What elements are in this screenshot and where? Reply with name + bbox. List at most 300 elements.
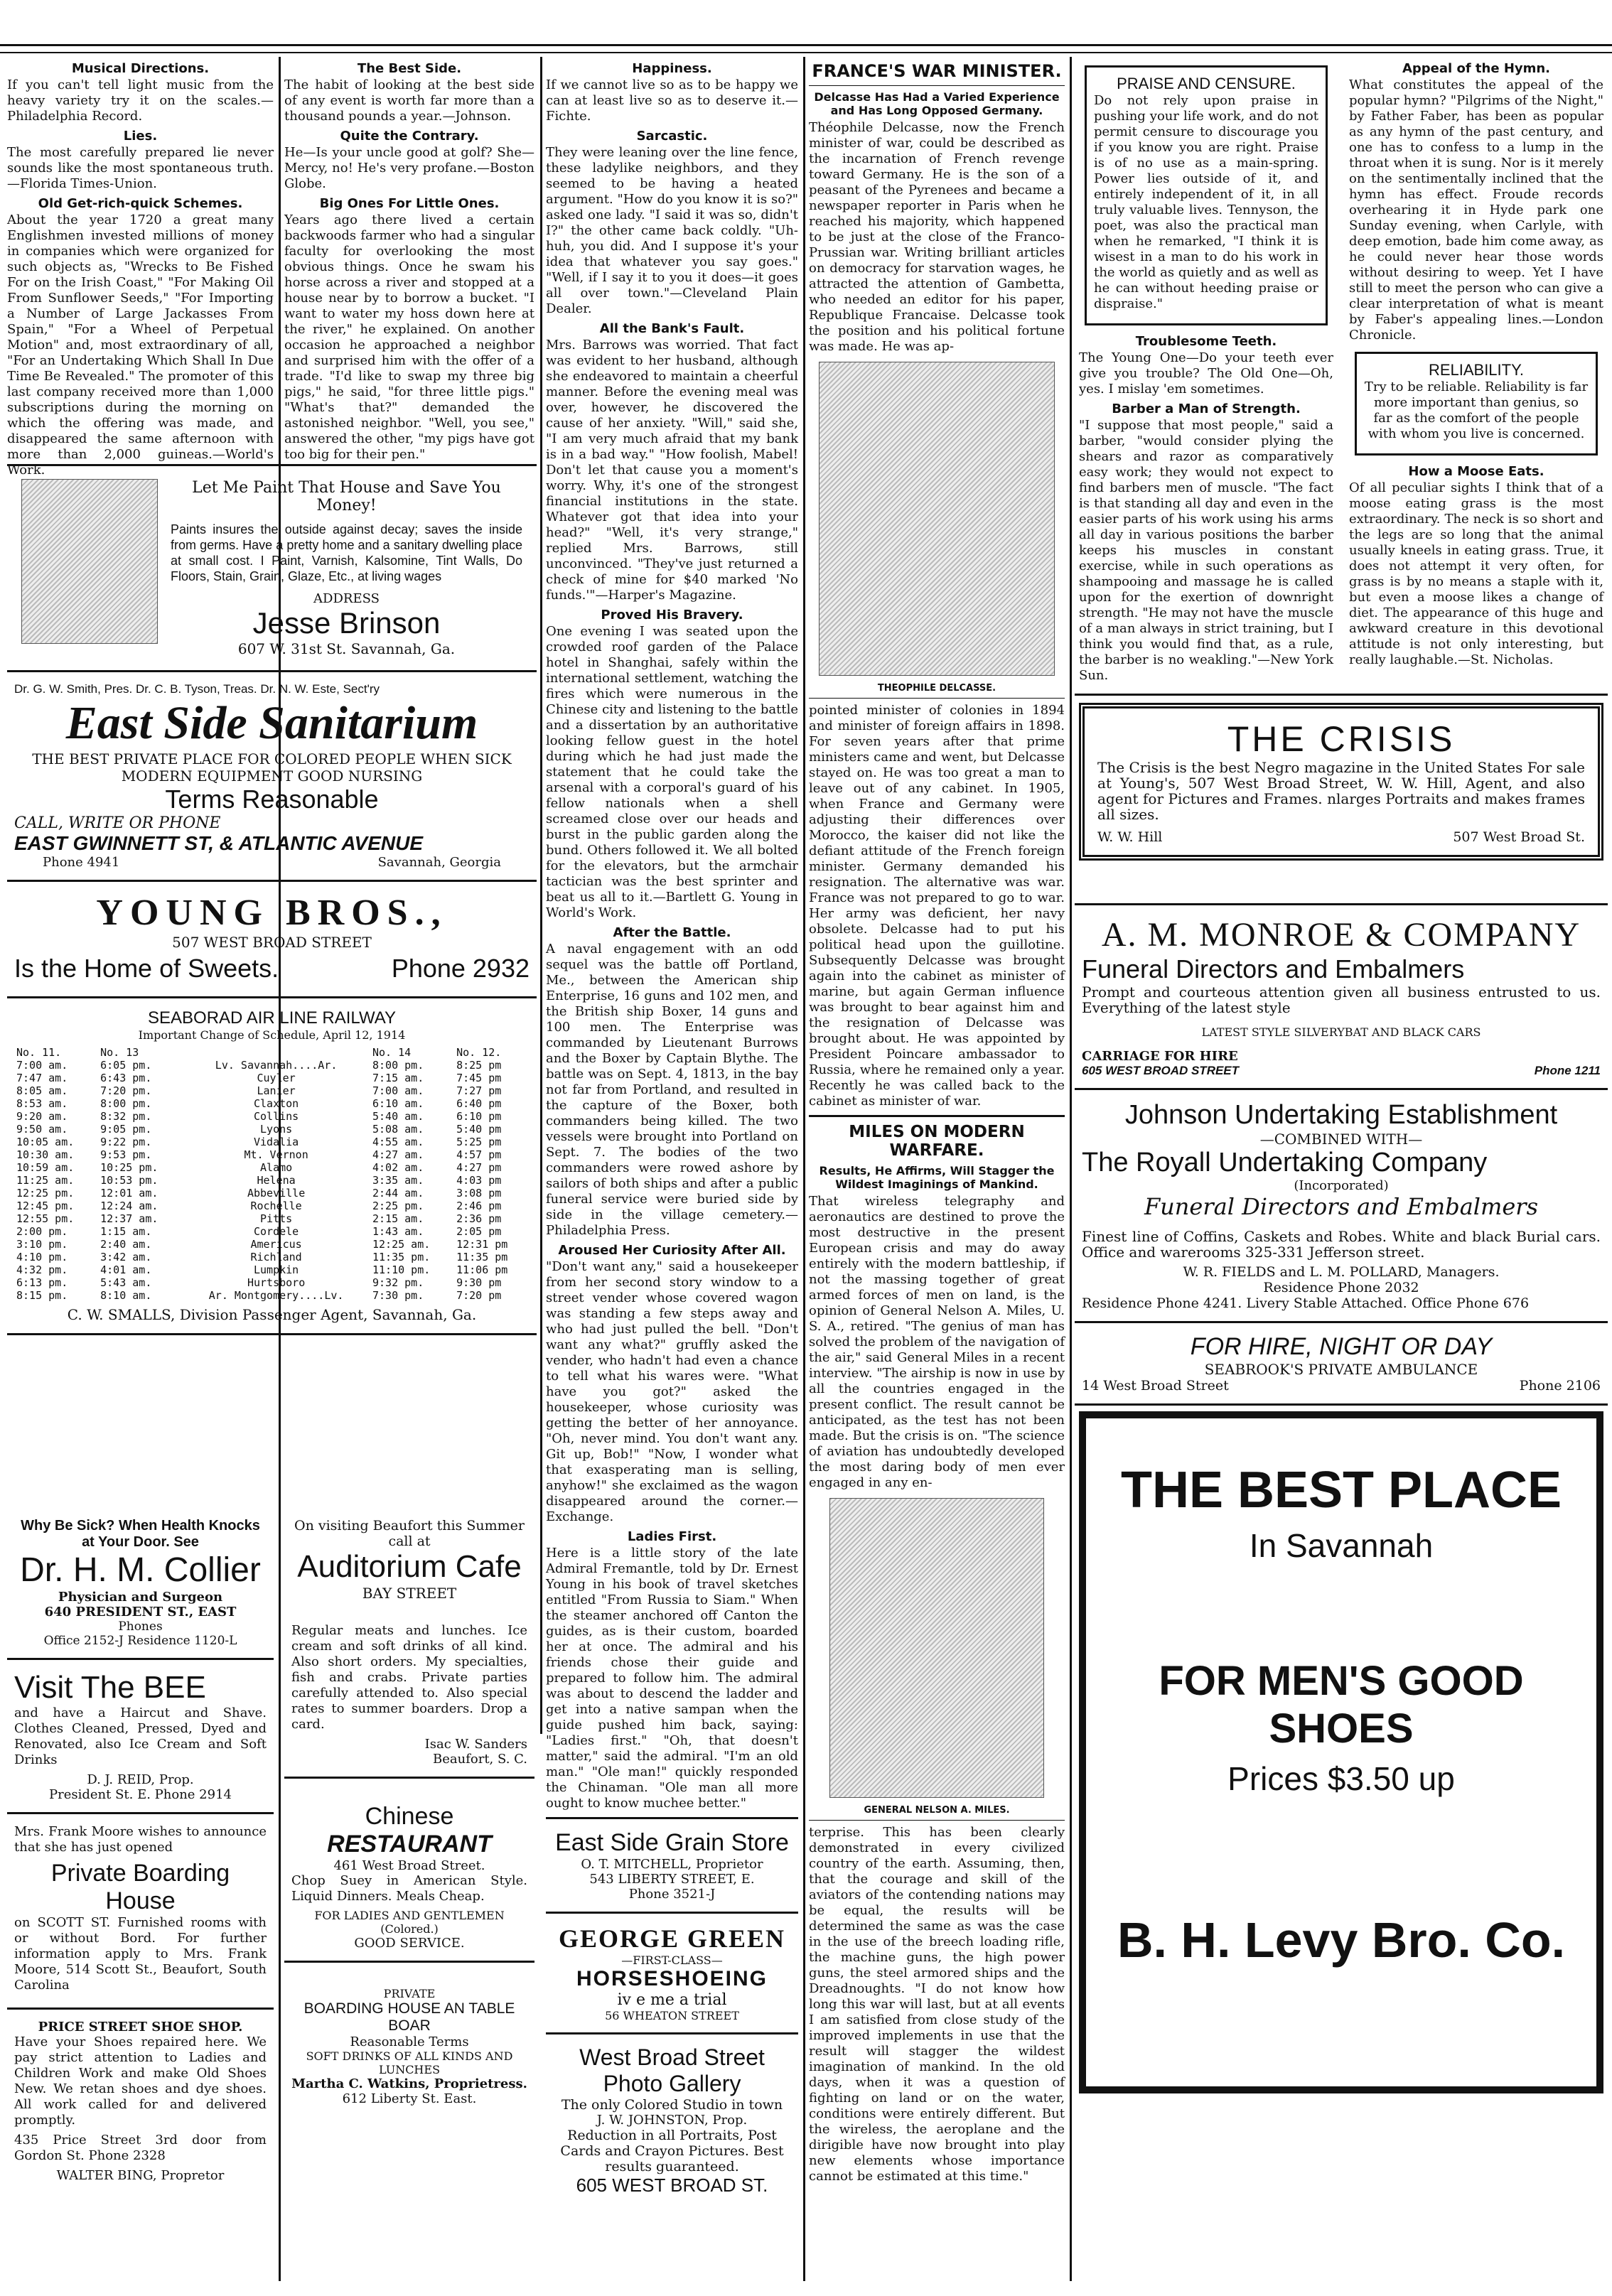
table-cell: Ar. Montgomery....Lv. [208,1289,344,1302]
ad-phone: Office 2152-J Residence 1120-L [43,1634,237,1648]
article-heading: Appeal of the Hymn. [1402,61,1551,76]
table-cell: Cordele [253,1225,299,1238]
table-cell: 2:05 pm [456,1225,502,1238]
ad-title: THE BEST PLACE [1120,1462,1562,1519]
table-header-cell: No. 12. [456,1046,502,1059]
ad-address: 605 WEST BROAD STREET [1082,1064,1240,1077]
table-cell: 8:00 pm. [372,1059,424,1072]
ad-phone: Phone 1211 [1534,1064,1601,1077]
table-cell: 8:53 am. [16,1097,68,1110]
table-cell: 5:40 pm [456,1123,502,1136]
ad-address: 607 W. 31st St. Savannah, Ga. [237,640,456,657]
ad-address: 461 West Broad Street. [333,1858,485,1873]
table-cell: Cuyler [257,1072,296,1084]
boarding-house-ad [7,1820,274,2002]
ad-city: Beaufort, S. C. [433,1752,527,1767]
table-cell: Alamo [260,1161,293,1174]
sanitarium-ad [7,678,537,874]
ad-owner: Martha C. Watkins, Proprietress. [291,2076,527,2091]
table-cell: 7:30 pm. [372,1289,424,1302]
table-cell: Pitts [260,1212,293,1225]
table-row [14,1238,530,1251]
ad-title: PRICE STREET SHOE SHOP. [38,2020,243,2034]
officers: Dr. G. W. Smith, Pres. Dr. C. B. Tyson, Treas. Dr. N. W. Este, Sect'ry [14,682,380,696]
table-row [14,1110,530,1123]
ad-text: Why Be Sick? When Health Knocks at Your Door. See [21,1518,260,1550]
table-row [14,1123,530,1136]
table-cell: 4:02 am. [372,1161,424,1174]
ad-terms: Terms Reasonable [165,785,379,814]
ad-address: President St. E. Phone 2914 [49,1787,232,1802]
ad-title: Johnson Undertaking Establishment [1124,1100,1558,1130]
table-cell: Vidalia [253,1136,299,1148]
ad-text: MODERN EQUIPMENT GOOD NURSING [121,767,423,785]
table-cell: 2:44 am. [372,1187,424,1200]
undertaking-ad [1075,1096,1608,1315]
ad-title: A. M. MONROE & COMPANY [1101,916,1581,954]
article-text: Of all peculiar sights I think that of a moose eating grass is the most extraordinary. The neck is so short and the legs are so long that the animal usually kneels in eating grass. True, it does not attempt it very often, for grass is by no means a staple with it, but even a moose likes a change of diet. The appearance of this huge and awkward creature in this devotional attitude is not only interesting, but really laughable.—St. Nicholas. [1349,480,1603,667]
ad-text: FOR LADIES AND GENTLEMEN [314,1909,505,1922]
table-cell: 7:45 pm [456,1072,502,1084]
ad-prop: WALTER BING, Propretor [56,2168,225,2183]
table-cell: Hurtsboro [247,1276,306,1289]
table-row [14,1097,530,1110]
ad-address: 507 West Broad St. [1453,829,1585,845]
table-cell: 9:50 am. [16,1123,68,1136]
ad-text: Prompt and courteous attention given all business entrusted to us. Everything of the latest style [1082,983,1601,1016]
article-text: Mrs. Barrows was worried. That fact was evident to her husband, although she endeavored to maintain a cheerful manner. Before the evening meal was over, however, he discovered the cause of her anxiety. "Will," said she, "I am very much afraid that my bank is in a bad way." "How foolish, Mabel! Don't let that cause you a moment's worry. Why, it's one of the strongest financial institutions in the state. Whatever got that idea into your head?" "Well, it's very strange," replied Mrs. Barrows, still unconvinced. "They've just returned a check of mine for $40 marked 'No funds.'"—Harper's Magazine. [546,338,798,603]
article-text: terprise. This has been clearly demonstrated in every civilized country of the earth. Assuming, then, that the courage and skill of the aviators of the contending nations may be equal, the results will be determined the same as was the case in the use of the breech loading rifle, the machine guns, the high power guns, the steel armored ships and the Dreadnoughts. "I do not know how long this war will last, but at all events I am satisfied from close study of the improved implements in use that the result will stagger the wildest imagination of mankind. In the old days, when it was a question of fighting on land or on the water, conditions were entirely different. But the wireless, the aeroplane and the dirigible have now brought into play new elements whose importance cannot be estimated at this time." [809,1825,1065,2184]
article-text: One evening I was seated upon the crowded roof garden of the Palace hotel in Shanghai, safely within the international settlement, watching the fires which were numerous in the Chinese city and listening to the battle and a dissertation by an authoritative looking fellow guest in the hotel during which he had just made the statement that he could take the arsenal with a corporal's guard of his fellow nationals when a shell screamed close over our heads and burst in the public garden along the bund. Others followed it. We all bolted for the elevators, but the armchair tactician was the best sprinter and beat us all to it.—Bartlett G. Young in World's Work. [546,624,798,920]
table-cell: 4:03 pm [456,1174,502,1187]
table-cell: 7:20 pm. [100,1084,152,1097]
article-text: The most carefully prepared lie never sounds like the most spontaneous truth.—Florida Times-Union. [7,145,274,191]
ad-text: Finest line of Coffins, Caskets and Robes. White and black Burial cars. Office and warerooms 325-331 Jefferson street. [1082,1228,1601,1261]
table-cell: 5:08 am. [372,1123,424,1136]
table-cell: Mt. Vernon [244,1148,308,1161]
ad-text: (Colored.) [380,1922,439,1936]
ad-slogan: Is the Home of Sweets. [14,954,279,983]
table-cell: 6:10 am. [372,1097,424,1110]
ad-title: HORSESHOEING [576,1967,768,1990]
table-cell: 5:40 am. [372,1110,424,1123]
ad-label: ADDRESS [313,591,380,606]
table-cell: 2:36 pm [456,1212,502,1225]
ad-subtitle: Funeral Directors and Embalmers [1144,1193,1539,1220]
table-cell: 7:20 pm [456,1289,502,1302]
article-text: The habit of looking at the best side of any event is worth far more than a thousand pounds a year.—Johnson. [284,77,534,124]
article-heading: Barber a Man of Strength. [1112,401,1301,416]
column-4 [809,57,1065,2288]
schedule-table [14,1046,530,1302]
bee-ad [7,1666,274,1806]
grain-store-ad [546,1825,798,1906]
horseshoeing-ad [546,1919,798,2027]
ad-title: FOR MEN'S GOOD SHOES [1159,1658,1524,1752]
table-row [14,1148,530,1161]
ad-agent: W. W. Hill [1097,829,1163,845]
ad-text: The only Colored Studio in town [561,2097,783,2113]
ad-phone: Residence Phone 4241. Livery Stable Attached. Office Phone 676 [1082,1295,1530,1311]
levy-shoe-ad [1079,1411,1603,2093]
table-cell: 4:27 am. [372,1148,424,1161]
table-cell: 7:00 am. [16,1059,68,1072]
table-cell: 4:10 pm. [16,1251,68,1263]
table-cell: 12:25 am. [372,1238,431,1251]
table-cell: 3:10 pm. [16,1238,68,1251]
ad-address: 612 Liberty St. East. [342,2091,477,2106]
table-cell: 7:15 am. [372,1072,424,1084]
chinese-restaurant-ad [284,1784,534,1955]
ad-name: Dr. H. M. Collier [20,1551,261,1589]
table-cell: 11:35 pm [456,1251,508,1263]
article-heading: Old Get-rich-quick Schemes. [38,196,243,211]
column-2-bottom [284,1514,534,2288]
ad-text: on SCOTT ST. Furnished rooms with or without Bord. For further information apply to Mrs. Frank Moore, 514 Scott St., Beaufort, South Carolina [14,1915,267,1993]
table-cell: Lumpkin [253,1263,299,1276]
table-row [14,1187,530,1200]
table-cell: 8:05 am. [16,1084,68,1097]
ad-text: —FIRST-CLASS— [621,1953,723,1967]
portrait-image [21,479,158,644]
table-cell: Rochelle [250,1200,302,1212]
article-text: Théophile Delcasse, now the French minister of war, could be described as the incarnation of French revenge toward Germany. He is the son of a peasant of the Pyrenees and became a newspaper reporter in Paris when he reached his majority, which happened to be just at the close of the Franco-Prussian war. Writing brilliant articles on democracy for starvation wages, he attracted the attention of Gambetta, who needed an editor for his paper, Republique Francaise. Delcasse took the position and his political fortune was made. He was ap- [809,120,1065,354]
painter-ad [7,472,537,664]
column-rule [540,57,542,1734]
column-5 [1075,57,1608,2288]
ad-title: GEORGE GREEN [558,1924,786,1953]
table-cell: 11:25 am. [16,1174,75,1187]
table-cell: 9:05 pm. [100,1123,152,1136]
ad-text: Paints insures the outside against decay; saves the inside from germs. Have a pretty home and a sanitary dwelling place at small cost. I Paint, Varnish, Kalsomine, Tint Walls, Do Floors, Stain, Grain, Glaze, Etc., at living wages [171,522,522,583]
top-border [0,44,1612,53]
column-3 [546,57,798,2288]
article-text: If we cannot live so as to be happy we can at least live so as to deserve it.—Fichte. [546,77,798,124]
article-text: Do not rely upon praise in pushing your life work, and do not permit censure to discourage you if you know you are right. Praise is of no use as a main-spring. Power lies outside of it, and entirely independent of it, in all truly valuable lives. Tennyson, the poet, was also the practical man when he remarked, "I think it is wisest in a man to do his work in the world as quietly and as well as he can without heeding praise or dispraise." [1094,93,1318,311]
ambulance-ad [1075,1329,1608,1398]
ad-text: Reasonable Terms [350,2034,469,2049]
table-cell: 11:35 pm. [372,1251,431,1263]
ad-text: SEABROOK'S PRIVATE AMBULANCE [1204,1361,1478,1378]
column-1-bottom [7,1514,274,2288]
article-subhead: Delcasse Has Had a Varied Experience and Has Long Opposed Germany. [814,90,1060,117]
ad-title: BOARDING HOUSE AN TABLE BOAR [303,2000,515,2034]
portrait-image [819,362,1055,676]
ad-text: Regular meats and lunches. Ice cream and soft drinks of all kind. Also short orders. My specialties, fish and crabs. Private parties carefully attended to. Also special rates to summer boarders. Drop a card. [291,1623,527,1732]
ad-managers: W. R. FIELDS and L. M. POLLARD, Managers. [1183,1264,1500,1280]
schedule-agent: C. W. SMALLS, Division Passenger Agent, Savannah, Ga. [67,1306,477,1323]
column-1-top [7,57,274,478]
young-bros-ad [7,888,537,991]
ad-phone: Residence Phone 2032 [1263,1280,1419,1295]
column-rule [803,57,805,2281]
ad-text: On visiting Beaufort this Summer call at [294,1518,525,1549]
wide-ads [7,458,537,1524]
table-header-cell: No. 11. [16,1046,62,1059]
table-cell: 9:53 pm. [100,1148,152,1161]
monroe-ad [1075,911,1608,1082]
table-cell: 8:32 pm. [100,1110,152,1123]
ad-title: FOR HIRE, NIGHT OR DAY [1190,1333,1493,1360]
table-cell: 12:01 am. [100,1187,158,1200]
table-row [14,1276,530,1289]
schedule-subtitle: Important Change of Schedule, April 12, 1914 [138,1028,406,1042]
table-cell: 1:15 am. [100,1225,152,1238]
article-text: The Young One—Do your teeth ever give you trouble? The Old One—Oh, yes. I mislay 'em sometimes. [1079,350,1333,397]
table-cell: Lyons [260,1123,293,1136]
article-heading: Happiness. [632,61,712,76]
article-text: "I suppose that most people," said a barber, "would consider plying the shears and razor as comparatively easy work; they would not expect to find barbers men of muscle. "The fact is that standing all day and even in the easier parts of his work using his arms all day in various positions the barber keeps his muscles in constant exercise, while in such operations as shampooing and massage he is called upon for the exertion of downright strength. "He may not have the muscle of a man always in strict training, but I think you would find that, as a rule, the barber is no weakling."—New York Sun. [1079,418,1333,683]
table-cell: 12:31 pm [456,1238,508,1251]
ad-title: East Side Grain Store [555,1829,789,1856]
article-heading: After the Battle. [613,925,731,940]
ad-text: CALL, WRITE OR PHONE [14,814,221,832]
ad-address: 605 WEST BROAD ST. [576,2174,768,2196]
table-cell: 4:01 am. [100,1263,152,1276]
table-cell: 8:00 pm. [100,1097,152,1110]
table-cell: Collins [253,1110,299,1123]
table-cell: 4:27 pm [456,1161,502,1174]
table-row [14,1200,530,1212]
article-heading: Lies. [123,129,158,144]
table-cell: 10:25 pm. [100,1161,158,1174]
ad-title: YOUNG BROS., [96,893,448,933]
photo-caption: GENERAL NELSON A. MILES. [864,1805,1010,1816]
ad-title: RESTAURANT [327,1831,492,1858]
table-row [14,1161,530,1174]
ad-title: The Royall Undertaking Company [1082,1148,1488,1177]
table-cell: Helena [257,1174,296,1187]
table-header [14,1046,530,1059]
ad-address: 14 West Broad Street [1082,1378,1229,1394]
ad-text: and have a Haircut and Shave. Clothes Cleaned, Pressed, Dyed and Renovated, also Ice Cream and Soft Drinks [14,1705,267,1767]
table-cell: Lv. Savannah....Ar. [215,1059,338,1072]
photo-gallery-ad [546,2040,798,2201]
ad-owner: Isac W. Sanders [424,1737,527,1752]
ad-text: The Crisis is the best Negro magazine in the United States For sale at Young's, 507 West Broad Street, W. W. Hill, Agent, and also agent for Pictures and Frames. nlarges Portraits and makes frames all sizes. [1097,759,1585,823]
ad-title: Auditorium Cafe [297,1549,522,1584]
private-boarding-ad [284,1968,534,2111]
article-heading: Aroused Her Curiosity After All. [558,1243,786,1258]
article-heading: How a Moose Eats. [1408,464,1544,479]
article-heading: Sarcastic. [636,129,708,144]
ad-text: LATEST STYLE SILVERYBAT AND BLACK CARS [1201,1025,1481,1039]
article-heading: Troublesome Teeth. [1135,334,1277,349]
article-text: Try to be reliable. Reliability is far more important than genius, so far as the comfort of the people with whom you live is concerned. [1364,379,1589,441]
ad-text: Mrs. Frank Moore wishes to announce that she has just opened [14,1824,267,1855]
table-cell: 7:00 am. [372,1084,424,1097]
ad-price: Prices $3.50 up [1227,1760,1455,1797]
ad-phone: Phone 3521-J [628,1887,716,1902]
article-text: About the year 1720 a great many Englishmen invested millions of money in companies which were organized for such objects as, "Wrecks to Be Fished For on the Irish Coast," "For Making Oil From Sunflower Seeds," "For Importing a Number of Large Jackasses From Spain," "For a Wheel of Perpetual Motion" and, most extraordinary of all, "For an Undertaking Which Shall In Due Time Be Revealed." The promoter of this last company received more than 1,000 subscriptions during the morning on which the offering was made, and disappeared the same afternoon with more than 2,000 guineas.—World's Work. [7,212,274,478]
ad-title: West Broad Street Photo Gallery [579,2044,765,2096]
ad-text: THE BEST PRIVATE PLACE FOR COLORED PEOPLE WHEN SICK [32,750,512,767]
table-cell: 6:13 pm. [16,1276,68,1289]
cafe-ad [284,1514,534,1771]
ad-text: (Incorporated) [1294,1178,1389,1193]
ad-city: Savannah, Georgia [377,855,501,870]
table-cell: 8:25 pm [456,1059,502,1072]
ad-title: Private Boarding House [50,1860,230,1914]
ad-text: —COMBINED WITH— [1259,1131,1423,1148]
table-cell: 6:10 pm [456,1110,502,1123]
table-row [14,1225,530,1238]
table-cell: 3:35 am. [372,1174,424,1187]
article-text: If you can't tell light music from the heavy variety try it on the scales.—Philadelphia Record. [7,77,274,124]
ad-text: CARRIAGE FOR HIRE [1082,1049,1238,1064]
table-cell: 4:55 am. [372,1136,424,1148]
table-row [14,1059,530,1072]
table-cell: Abbeville [247,1187,306,1200]
photo-caption: THEOPHILE DELCASSE. [877,683,996,694]
ad-address: BAY STREET [362,1585,457,1602]
table-cell: 8:15 pm. [16,1289,68,1302]
ad-title: Chinese [365,1803,454,1830]
table-cell: 2:40 am. [100,1238,152,1251]
collier-ad [7,1514,274,1652]
table-cell: 2:00 pm. [16,1225,68,1238]
ad-text: Chop Suey in American Style. Liquid Dinners. Meals Cheap. [291,1873,527,1904]
shoe-shop-ad [7,2015,274,2187]
column-rule [1070,57,1072,2281]
railway-schedule [7,1004,537,1327]
ad-name: Jesse Brinson [252,606,441,640]
article-text: That wireless telegraphy and aeronautics are destined to prove the most destructive in the present European crisis and may do away entirely with the modern battleship, if not the massing together of great armed forces of men on land, is the opinion of General Nelson A. Miles, U. S. A., retired. "The genius of man has solved the problem of the navigation of the air," said General Miles in a recent interview. "The airship is now in use by all the countries engaged in the present conflict. The result cannot be anticipated, as the test has not been made. But the crisis is on. "The science of aviation has undoubtedly developed the most daring body of men ever engaged in any en- [809,1194,1065,1490]
table-row [14,1251,530,1263]
table-cell: 12:45 pm. [16,1200,75,1212]
ad-name: B. H. Levy Bro. Co. [1117,1912,1566,1968]
table-row [14,1174,530,1187]
table-cell: 4:57 pm [456,1148,502,1161]
article-headline: MILES ON MODERN WARFARE. [849,1123,1025,1160]
article-text: They were leaning over the line fence, these ladylike neighbors, and they seemed to be having a heated argument. "How do you know it is so?" asked one lady. "I said it was so, didn't I?" the other came back coldly. "Uh-huh, you did. And I suppose it's your idea that whatever you say goes." "Well, if I say it to you it does—it goes all over town."—Cleveland Plain Dealer. [546,145,798,316]
table-header-cell [182,1046,370,1059]
table-row [14,1084,530,1097]
table-cell: 10:53 pm. [100,1174,158,1187]
article-text: Here is a little story of the late Admiral Fremantle, told by Dr. Ernest Young in his book of travel sketches entitled "From Russia to Siam." When the steamer anchored off Canton the guides, as is their custom, boarded her at once. The admiral and his friends chose their guide and prepared to follow him. The admiral was about to descend the ladder and get into a native sampan when the guide pushed him back, saying: "Ladies first." "Oh, that doesn't matter," said the admiral. "I'm an old man." "Ole man!" quickly responded the Chinaman. "Ole man all more ought to know muchee better." [546,1546,798,1811]
ad-prop: O. T. MITCHELL, Proprietor [581,1857,763,1872]
table-cell: 10:59 am. [16,1161,75,1174]
table-row [14,1136,530,1148]
table-cell: 12:55 pm. [16,1212,75,1225]
table-cell: 2:15 am. [372,1212,424,1225]
table-cell: 5:25 pm [456,1136,502,1148]
table-cell: 11:10 pm. [372,1263,431,1276]
ad-phone: Phone 4941 [43,855,120,870]
article-heading: Musical Directions. [71,61,210,76]
ad-address: 543 LIBERTY STREET, E. [589,1872,755,1887]
ad-text: SOFT DRINKS OF ALL KINDS AND LUNCHES [306,2049,513,2076]
ad-title: THE CRISIS [1227,719,1456,759]
article-text: Years ago there lived a certain backwoods farmer who had a singular faculty for overlooking the most obvious things. Once he swam his horse across a river and stopped at a house near by to borrow a bucket. "I want to water my hoss down here at the river," he explained. On another occasion he approached a neighbor and surprised him with the offer of a trade. "I'd like to swap my three big pigs," he said, "for three little pigs." "What's that?" demanded the astonished neighbor. "Well, you see," answered the other, "my pigs have got too big for their pen." [284,212,534,462]
praise-box [1085,65,1328,325]
ad-address: 507 WEST BROAD STREET [172,934,372,951]
article-heading: Ladies First. [627,1529,717,1544]
schedule-title: SEABORAD AIR LINE RAILWAY [148,1008,396,1028]
article-heading: PRAISE AND CENSURE. [1117,75,1296,92]
ad-text: Phones [118,1619,163,1634]
table-cell: 10:05 am. [16,1136,75,1148]
article-text: A naval engagement with an odd sequel was the battle off Portland, Me., between the American ship Enterprise, 16 guns and 102 men, and the British ship Boxer, 14 guns and 100 men. The Enterprise was commanded by Lieutenant Burrows and the Boxer by Captain Blythe. The battle was on Sept. 4, 1813, in the bay not far from Portland, and resulted in the capture of the Boxer, both commanders being killed. The two vessels were brought into Portland on Sept. 7. The bodies of the two commanders were rowed ashore by sailors of both ships and after a public funeral service were buried side by side in the village cemetery.—Philadelphia Press. [546,942,798,1238]
table-cell: 9:22 pm. [100,1136,152,1148]
table-cell: Claxton [253,1097,299,1110]
table-cell: 12:25 pm. [16,1187,75,1200]
ad-text: Reduction in all Portraits, Post Cards and Crayon Pictures. Best results guaranteed. [560,2128,784,2174]
article-text: pointed minister of colonies in 1894 and minister of foreign affairs in 1898. For seven years after that prime ministers came and went, but Delcasse stayed on. He was too great a man to leave out of any cabinet. In 1905, when France and Germany were adjusting their differences over Morocco, the kaiser did not like the defiant attitude of the French foreign minister. Germany demanded his resignation. The alternative was war. France was not prepared to go to war. Her army was deficient, her navy obsolete. Delcasse had to put his political head upon the guillotine. Subsequently Delcasse was brought again into the cabinet as minister of marine, but again German influence was brought to bear against him and the resignation of Delcasse was brought about. He was appointed by President Poincare ambassador to Russia, where he remained only a year. Recently he was called back to the cabinet as minister of war. [809,703,1065,1109]
crisis-ad [1079,703,1603,861]
article-heading: All the Bank's Fault. [599,321,745,336]
table-header-cell: No. 13 [100,1046,139,1059]
table-cell: 8:10 am. [100,1289,152,1302]
article-heading: Proved His Bravery. [601,608,743,622]
ad-text: In Savannah [1249,1527,1434,1564]
table-cell: 1:43 am. [372,1225,424,1238]
article-text: "Don't want any," said a housekeeper from her second story window to a street vender whose covered wagon was standing a few steps away and who had just pulled the bell. "Don't want any what?" gruffly asked the vender, who hadn't had even a chance to tell what his wares were. "What have you got?" asked the housekeeper, whose curiosity was getting the better of her annoyance. "Oh, never mind. You don't want any. Git up, Bob!" "Now, I wonder what that exasperating man is selling, anyhow!" she exclaimed as the wagon disappeared around the corner.—Exchange. [546,1259,798,1524]
article-heading: Quite the Contrary. [340,129,479,144]
ad-phone: Phone 2106 [1519,1378,1601,1394]
ad-text: GOOD SERVICE. [354,1936,465,1951]
ad-address: 435 Price Street 3rd door from Gordon St. Phone 2328 [14,2133,267,2163]
ad-subtitle: Funeral Directors and Embalmers [1082,954,1465,983]
reliability-box [1355,352,1598,456]
table-cell: 7:27 pm [456,1084,502,1097]
article-heading: Big Ones For Little Ones. [319,196,500,211]
table-cell: Americus [250,1238,302,1251]
ad-address: EAST GWINNETT ST, & ATLANTIC AVENUE [14,832,424,854]
table-cell: 5:43 am. [100,1276,152,1289]
table-cell: 2:46 pm [456,1200,502,1212]
article-text: He—Is your uncle good at golf? She—Mercy, no! He's very profane.—Boston Globe. [284,145,534,191]
table-cell: 4:32 pm. [16,1263,68,1276]
table-cell: 11:06 pm [456,1263,508,1276]
table-row [14,1263,530,1276]
table-row [14,1212,530,1225]
portrait-image [829,1498,1044,1798]
ad-title: Visit The BEE [14,1670,206,1705]
table-cell: 10:30 am. [16,1148,75,1161]
table-cell: 12:24 am. [100,1200,158,1212]
table-cell: Lanier [257,1084,296,1097]
ad-address: 640 PRESIDENT ST., EAST [44,1605,237,1619]
table-cell: 7:47 am. [16,1072,68,1084]
table-cell: 9:30 pm [456,1276,502,1289]
ad-prop: J. W. JOHNSTON, Prop. [596,2113,748,2128]
sanitarium-title: East Side Sanitarium [65,697,478,749]
ad-text: Physician and Surgeon [58,1590,223,1605]
table-cell: 9:20 am. [16,1110,68,1123]
article-heading: The Best Side. [357,61,462,76]
table-cell: 9:32 pm. [372,1276,424,1289]
ad-text: iv e me a trial [617,1991,727,2009]
ad-phone: Phone 2932 [391,954,530,983]
ad-address: 56 WHEATON STREET [605,2009,739,2022]
table-row [14,1289,530,1302]
ad-prop: D. J. REID, Prop. [87,1772,194,1787]
table-cell: 6:40 pm [456,1097,502,1110]
table-cell: 2:25 pm. [372,1200,424,1212]
article-heading: RELIABILITY. [1428,361,1525,379]
table-cell: 6:43 pm. [100,1072,152,1084]
column-2-top [284,57,534,462]
table-cell: 3:42 am. [100,1251,152,1263]
article-subhead: Results, He Affirms, Will Stagger the Wildest Imaginings of Mankind. [819,1164,1055,1191]
ad-title: Let Me Paint That House and Save You Money! [192,479,501,514]
article-text: What constitutes the appeal of the popular hymn? "Pilgrims of the Night," by Father Faber, has been as popular as any hymn of the past century, and one has to confess to a lump in the throat when it is sung. Nor is it merely on the sentimentally inclined that the hymn has effect. Froude records overhearing it in Hyde park one Sunday evening, when Carlyle, with deep emotion, bade him come away, as he could never hear those words without desiring to weep. Yet I have still to meet the person who can give a clear interpretation of what is meant by Faber's appealing lines.—London Chronicle. [1349,77,1603,343]
table-cell: 12:37 am. [100,1212,158,1225]
table-cell: 6:05 pm. [100,1059,152,1072]
ad-text: Have your Shoes repaired here. We pay strict attention to Ladies and Children Work and make Old Shoes New. We retan shoes and dye shoes. All work called for and delivered promptly. [14,2034,267,2128]
table-row [14,1072,530,1084]
